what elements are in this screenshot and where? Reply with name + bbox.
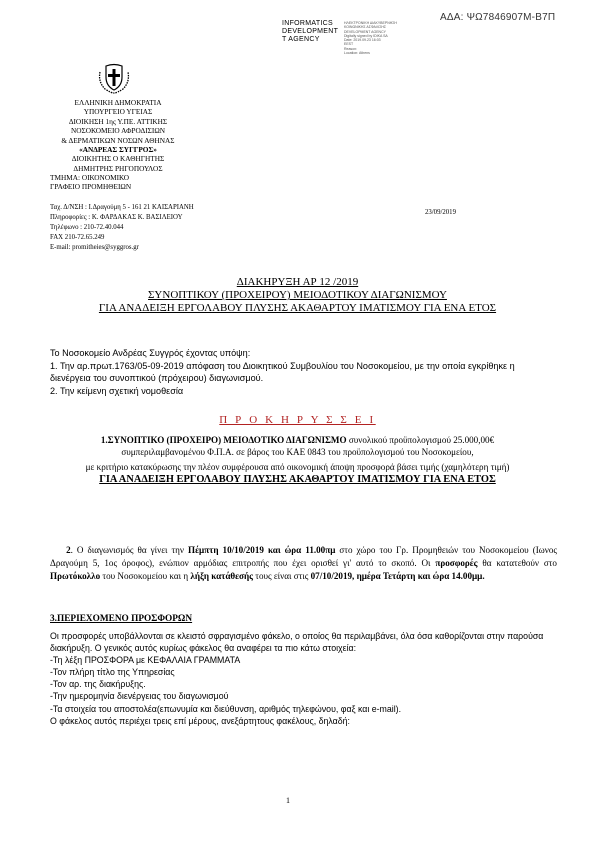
title-line: ΓΙΑ ΑΝΑΔΕΙΞΗ ΕΡΓΟΛΑΒΟΥ ΠΛΥΣΗΣ ΑΚΑΘΑΡΤΟΥ ΙΜΑΤΙΣΜΟΥ ΓΙΑ ΕΝΑ ΕΤΟΣ [98,302,497,315]
ada-code: ΑΔΑ: ΨΩ7846907Μ-Β7Π [440,12,556,23]
department-info [50,173,250,192]
contact-address: Ταχ. Δ/ΝΣΗ : Ι.Δραγούμη 5 - 161 21 ΚΑΙΣΑΡΙΑΝΗ [50,204,194,211]
org-line: ΔΙΟΙΚΗΣΗ 1ης Υ.ΠΕ. ΑΤΤΙΚΗΣ [68,116,168,126]
page-number: 1 [286,796,290,805]
org-line: ΔΙΟΙΚΗΤΗΣ Ο ΚΑΘΗΓΗΤΗΣ [71,154,165,164]
section-1-subject: ΓΙΑ ΑΝΑΔΕΙΞΗ ΕΡΓΟΛΑΒΟΥ ΠΛΥΣΗΣ ΑΚΑΘΑΡΤΟΥ ΙΜΑΤΙΣΜΟΥ ΓΙΑ ΕΝΑ ΕΤΟΣ [99,473,496,485]
document-title-block [30,276,565,316]
section-2-text: τους είναι στις [253,571,311,582]
signature-line: ΗΛΕΚΤΡΟΝΙΚΗ ΔΙΑΚΥΒΕΡΝΗΣΗ [344,21,397,25]
intro-line: Το Νοσοκομείο Ανδρέας Συγγρός έχοντας υπόψη: [50,348,251,358]
submission-deadline-label: λήξη κατάθεσής [190,571,254,582]
section-2-text: του Νοσοκομείου και η [100,571,191,582]
signature-line: Location: Athens [344,51,370,56]
contest-datetime: Πέμπτη 10/10/2019 και ώρα 11.00πμ [188,545,336,555]
idika-logo [282,20,340,44]
idika-logo-line: INFORMATICS [282,20,334,27]
intro-item: 2. Την κείμενη σχετική νομοθεσία [50,385,184,396]
submission-deadline: 07/10/2019, ημέρα Τετάρτη και ώρα 14.00μμ. [310,571,485,582]
title-line: ΔΙΑΚΗΡΥΞΗ ΑΡ 12 /2019 [236,276,359,288]
org-line: & ΔΕΡΜΑΤΙΚΩΝ ΝΟΣΩΝ ΑΘΗΝΑΣ [61,135,175,145]
signature-line: Date: 2019.09.23 16:03 [344,38,381,43]
dept-line: ΓΡΑΦΕΙΟ ΠΡΟΜΗΘΕΙΩΝ [50,182,132,192]
contact-email[interactable]: E-mail: promitheies@syggros.gr [50,244,139,251]
greek-coat-of-arms-icon [97,62,131,94]
organization-header [48,98,188,173]
contact-phone: Τηλέφωνο : 210-72.40.044 [50,224,124,231]
signature-line: Reason: [344,46,358,51]
section-2-text: . Ο διαγωνισμός θα γίνει την [70,545,189,555]
section-1-criterion: με κριτήριο κατακύρωσης την πλέον συμφέρουσα από οικονομική άποψη προσφορά βάσει τιμής (χαμηλότερη τιμή) [85,461,510,472]
signature-line: ΚΟΙΝΩΝΙΚΗΣ ΑΣΦΑΛΙΣΗΣ [344,25,387,30]
section-3-line: -Τη λέξη ΠΡΟΣΦΟΡΑ με ΚΕΦΑΛΑΙΑ ΓΡΑΜΜΑΤΑ [50,655,241,666]
section-2 [50,544,557,584]
section-1-bold: 1.ΣΥΝΟΠΤΙΚΟ (ΠΡΟΧΕΙΡΟ) ΜΕΙΟΔΟΤΙΚΟ ΔΙΑΓΩΝΙΣΜΟ [100,435,347,445]
section-1-text: συνολικού προϋπολογισμού 25.000,00€ συμπεριλαμβανομένου Φ.Π.Α. σε βάρος του ΚΑΕ 0843 του προϋπολογισμού του Νοσοκομείου, [121,435,495,458]
section-3-line: Ο φάκελος αυτός περιέχει τρεις επί μέρους, ανεξάρτητους φακέλους, δηλαδή: [50,715,351,726]
dept-line: ΤΜΗΜΑ: ΟΙΚΟΝΟΜΙΚΟ [50,173,130,182]
section-2-number: 2 [66,545,71,555]
idika-logo-line: T AGENCY [282,36,320,43]
section-3-heading: 3.ΠΕΡΙΕΧΟΜΕΝΟ ΠΡΟΣΦΟΡΩΝ [50,614,193,624]
org-line: ΕΛΛΗΝΙΚΗ ΔΗΜΟΚΡΑΤΙΑ [74,98,162,107]
intro-item: 1. Την αρ.πρωτ.1763/05-09-2019 απόφαση του Διοικητικού Συμβουλίου του Νοσοκομείου, με την οποία εγκρίθηκε η διενέργεια του συνοπτικού (πρόχειρου) διαγωνισμού. [50,360,515,384]
protocol-word: Πρωτόκολλο [50,571,101,582]
offers-word: προσφορές [435,558,478,569]
signature-line: Digitally signed by IDIKA SA [344,33,388,38]
proclaims-heading: Π Ρ Ο Κ Η Ρ Υ Σ Σ Ε Ι [219,414,376,426]
section-2-text: θα κατατεθούν στο [477,558,557,569]
section-3-line: -Τον πλήρη τίτλο της Υπηρεσίας [50,667,175,678]
idika-logo-line: DEVELOPMENT [282,28,339,35]
document-date: 23/09/2019 [425,209,456,216]
contact-persons: Πληροφορίες : Κ. ΦΑΡΔΑΚΑΣ Κ. ΒΑΣΙΛΕΙΟΥ [50,214,183,221]
section-3-line: Οι προσφορές υποβάλλονται σε κλειστό σφραγισμένο φάκελο, ο οποίος θα περιλαμβάνει, όλα όσα καθορίζονται στην παρούσα διακήρυξη. Ο γενικός αυτός κυρίως φάκελος θα αναφέρει τα πιο κάτω στοιχεία: [50,631,544,654]
title-line: ΣΥΝΟΠΤΙΚΟΥ (ΠΡΟΧΕΙΡΟΥ) ΜΕΙΟΔΟΤΙΚΟΥ ΔΙΑΓΩΝΙΣΜΟΥ [148,289,447,302]
org-line: «ΑΝΔΡΕΑΣ ΣΥΓΓΡΟΣ» [79,145,157,155]
org-line: ΥΠΟΥΡΓΕΙΟ ΥΓΕΙΑΣ [83,107,153,117]
section-3-line: -Τον αρ. της διακήρυξης. [50,679,146,690]
org-line: ΔΗΜΗΤΡΗΣ ΡΗΓΟΠΟΥΛΟΣ [73,163,163,173]
section-1 [60,434,535,486]
org-line: ΝΟΣΟΚΟΜΕΙΟ ΑΦΡΟΔΙΣΙΩΝ [70,126,166,136]
digital-signature [344,21,414,55]
signature-line: EEST [344,42,354,47]
signature-line: DEVELOPMENT AGENCY [344,29,386,34]
section-3-body [50,630,560,727]
intro-section [50,347,555,397]
section-2-text: στο χώρο του Γρ. Προμηθειών του Νοσοκομείου (Ιωνος Δραγούμη 5, 1ος όροφος), ενώπιον αρμόδιας επιτροπής που έχει ορισθεί γι' αυτό το σκοπό. Οι [50,545,557,569]
contact-info [50,203,194,253]
section-3-line: -Τα στοιχεία του αποστολέα(επωνυμία και διεύθυνση, αριθμός τηλεφώνου, φαξ και e-mail). [50,703,402,714]
contact-fax: FAX 210-72.65.249 [50,234,105,241]
section-3-line: -Την ημερομηνία διενέργειας του διαγωνισμού [50,691,229,702]
